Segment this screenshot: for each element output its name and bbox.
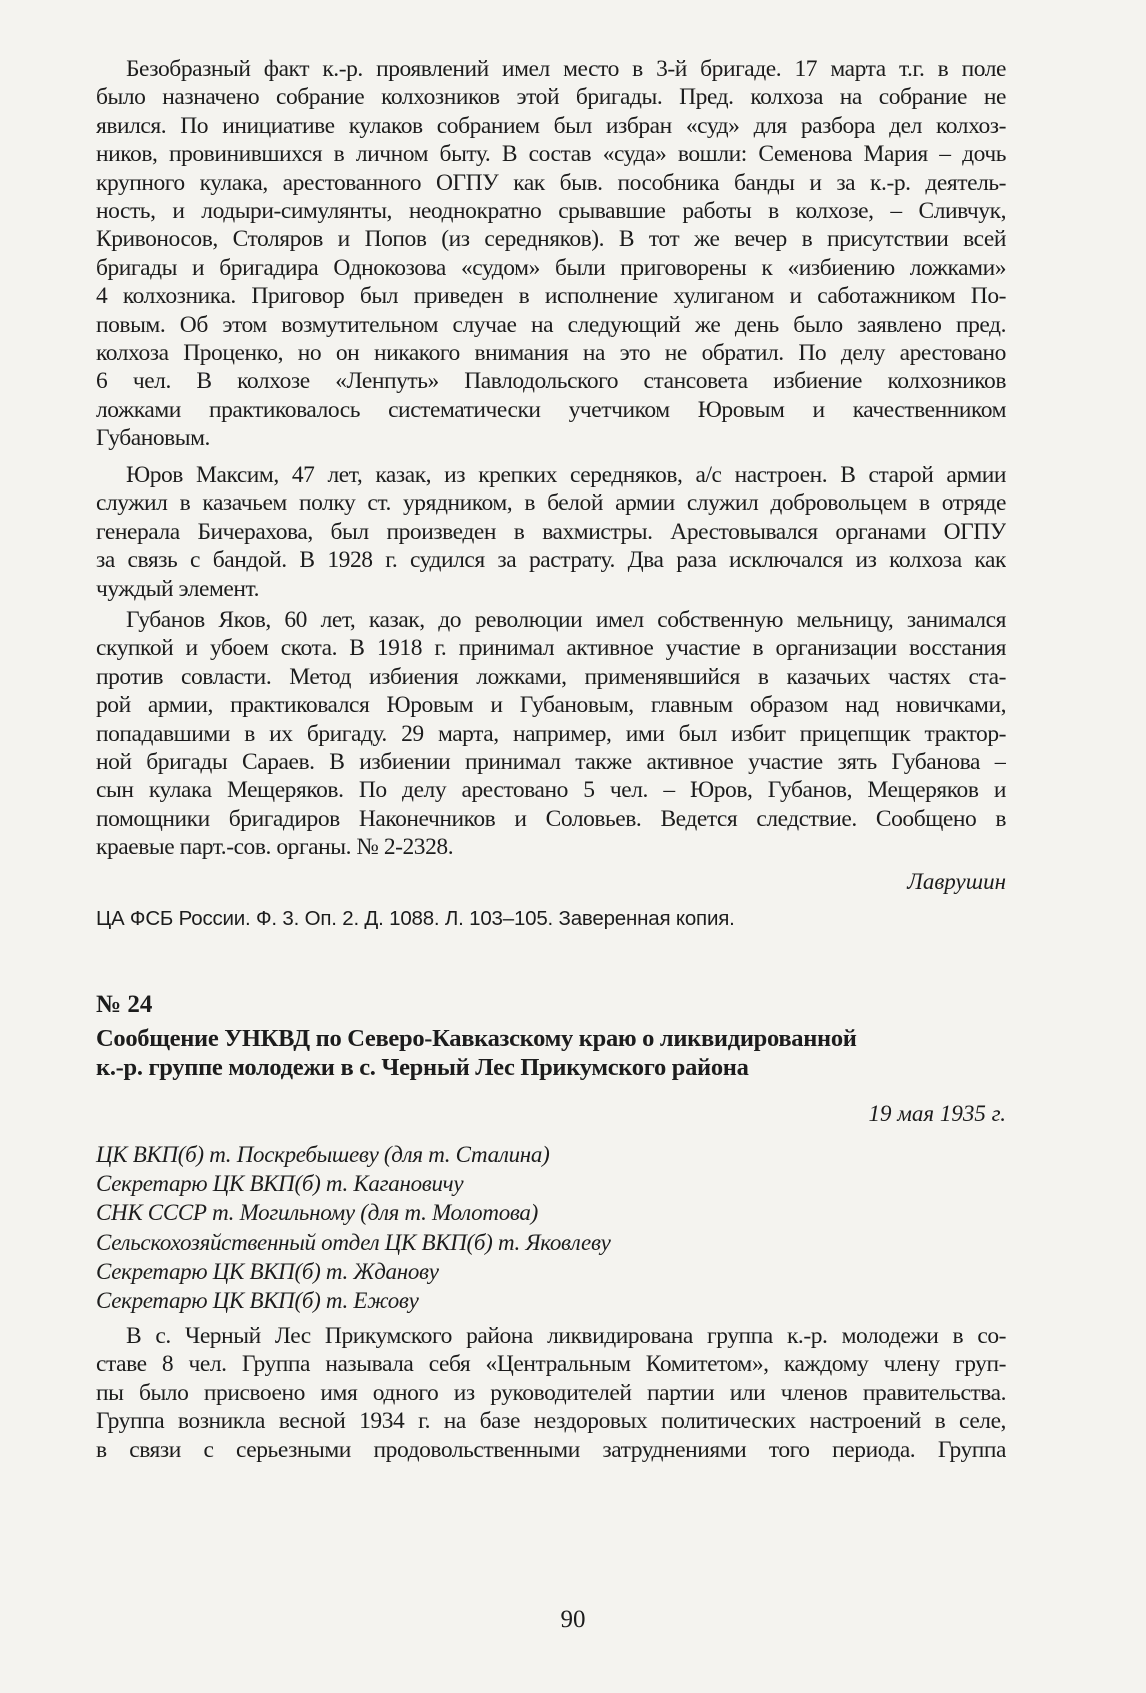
document-body: [96, 1322, 1006, 1464]
paragraph-2: [96, 461, 1006, 603]
text-line: ность, и лодыри-симулянты, неоднократно срывавшие работы в колхозе, – Сливчук,: [96, 197, 1006, 224]
addressee: СНК СССР т. Могильному (для т. Молотова): [96, 1200, 538, 1226]
text-line: скупкой и убоем скота. В 1918 г. принимал активное участие в организации восстания: [96, 635, 1006, 662]
text-line: рой армии, практиковался Юровым и Губановым, главным образом над новичками,: [96, 692, 1006, 719]
text-line: чуждый элемент.: [96, 575, 260, 602]
text-line: ставе 8 чел. Группа называла себя «Центральным Комитетом», каждому члену груп-: [96, 1351, 1006, 1378]
text-line: В с. Черный Лес Прикумского района ликвидирована группа к.-р. молодежи в со-: [126, 1323, 1006, 1349]
text-line: против совласти. Метод избиения ложками, применявшийся в казачьих частях ста-: [96, 663, 1006, 690]
title-line: к.-р. группе молодежи в с. Черный Лес Прикумского района: [96, 1054, 749, 1081]
addressee-list: [96, 1140, 611, 1315]
text-line: генерала Бичерахова, был произведен в вахмистры. Арестовывался органами ОГПУ: [96, 518, 1006, 545]
title-line: Сообщение УНКВД по Северо-Кавказскому краю о ликвидированной: [96, 1025, 857, 1052]
addressee: Сельскохозяйственный отдел ЦК ВКП(б) т. Яковлеву: [96, 1229, 611, 1255]
text-line: Группа возникла весной 1934 г. на базе нездоровых политических настроений в селе,: [96, 1408, 1006, 1435]
text-line: краевые парт.-сов. органы. № 2-2328.: [96, 834, 454, 861]
signature: Лаврушин: [907, 869, 1006, 894]
addressee: Секретарю ЦК ВКП(б) т. Кагановичу: [96, 1171, 464, 1197]
text-line: ников, провинившихся в личном быту. В состав «суда» вошли: Семенова Мария – дочь: [96, 141, 1006, 168]
text-line: в связи с серьезными продовольственными затруднениями того периода. Группа: [96, 1436, 1006, 1463]
text-line: пы было присвоено имя одного из руководителей партии или членов правительства.: [96, 1379, 1006, 1406]
text-line: повым. Об этом возмутительном случае на следующий же день было заявлено пред.: [96, 311, 1006, 338]
text-line: Кривоносов, Столяров и Попов (из середняков). В тот же вечер в присутствии всей: [96, 226, 1006, 253]
text-line: 6 чел. В колхозе «Ленпуть» Павлодольского стансовета избиение колхозников: [96, 368, 1006, 395]
text-line: ложками практиковалось систематически учетчиком Юровым и качественником: [96, 396, 1006, 423]
text-line: Юров Максим, 47 лет, казак, из крепких середняков, а/с настроен. В старой армии: [126, 462, 1006, 488]
document-number: № 24: [96, 991, 153, 1018]
text-line: за связь с бандой. В 1928 г. судился за растрату. Два раза исключался из колхоза как: [96, 547, 1006, 574]
text-line: крупного кулака, арестованного ОГПУ как быв. пособника банды и за к.-р. деятель-: [96, 169, 1006, 196]
text-line: было назначено собрание колхозников этой бригады. Пред. колхоза на собрание не: [96, 84, 1006, 111]
text-line: колхоза Проценко, но он никакого внимания на это не обратил. По делу арестовано: [96, 339, 1006, 366]
addressee: ЦК ВКП(б) т. Поскребышеву (для т. Сталина): [96, 1142, 550, 1167]
text-line: служил в казачьем полку ст. урядником, в белой армии служил добровольцем в отряде: [96, 490, 1006, 517]
paragraph-1: [96, 55, 1006, 452]
text-line: помощники бригадиров Наконечников и Соловьев. Ведется следствие. Сообщено в: [96, 805, 1006, 832]
archive-reference: ЦА ФСБ России. Ф. 3. Оп. 2. Д. 1088. Л. 103–105. Заверенная копия.: [96, 907, 735, 930]
page-number: 90: [560, 1606, 586, 1633]
text-line: явился. По инициативе кулаков собранием был избран «суд» для разбора дел колхоз-: [96, 112, 1006, 139]
text-line: 4 колхозника. Приговор был приведен в исполнение хулиганом и саботажником По-: [96, 283, 1006, 310]
text-line: сын кулака Мещеряков. По делу арестовано 5 чел. – Юров, Губанов, Мещеряков и: [96, 777, 1006, 804]
addressee: Секретарю ЦК ВКП(б) т. Ежову: [96, 1288, 419, 1314]
paragraph-3: [96, 606, 1006, 862]
addressee: Секретарю ЦК ВКП(б) т. Жданову: [96, 1258, 439, 1284]
text-line: бригады и бригадира Однокозова «судом» были приговорены к «избиению ложками»: [96, 254, 1006, 281]
document-title: [96, 1024, 1006, 1082]
text-line: Безобразный факт к.-р. проявлений имел место в 3-й бригаде. 17 марта т.г. в поле: [126, 56, 1006, 82]
text-line: Губановым.: [96, 425, 210, 452]
text-line: попадавшими в их бригаду. 29 марта, например, ими был избит прицепщик трактор-: [96, 720, 1006, 747]
text-line: Губанов Яков, 60 лет, казак, до революции имел собственную мельницу, занимался: [126, 607, 1006, 633]
text-line: ной бригады Сараев. В избиении принимал также активное участие зять Губанова –: [96, 748, 1006, 775]
document-date: 19 мая 1935 г.: [868, 1101, 1006, 1126]
